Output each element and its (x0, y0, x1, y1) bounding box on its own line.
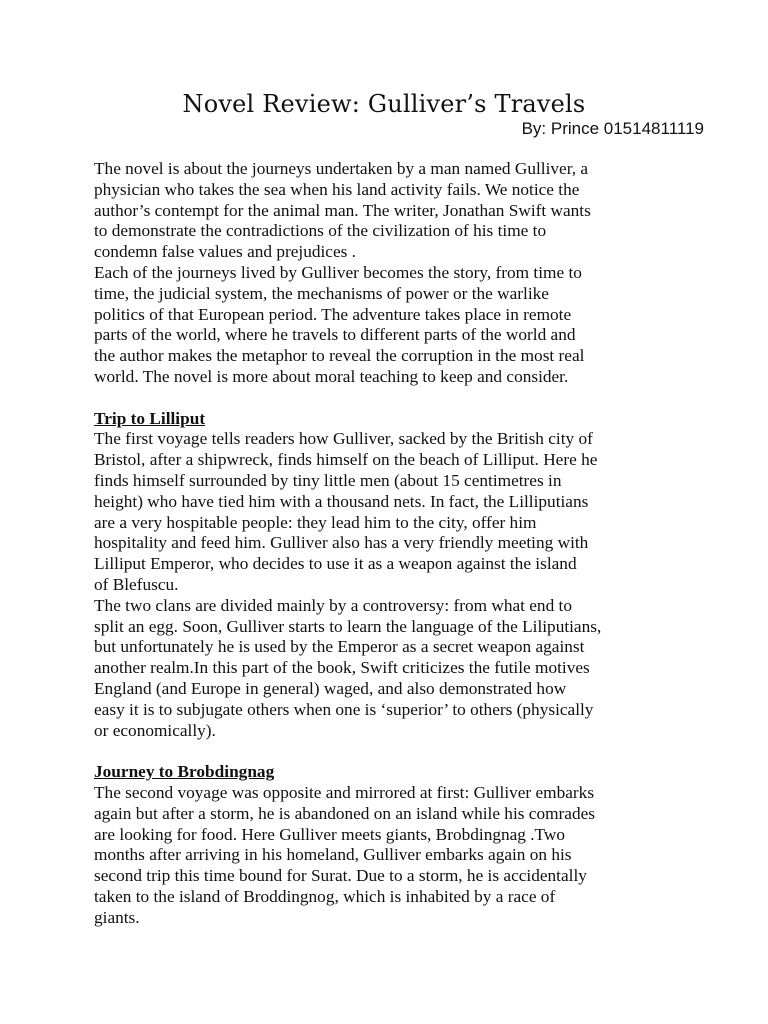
section-heading-lilliput: Trip to Lilliput (94, 408, 206, 428)
text-line: taken to the island of Broddingnog, which is inhabited by a race of (94, 886, 556, 906)
text-line: author’s contempt for the animal man. The writer, Jonathan Swift wants (94, 200, 591, 220)
text-line: The novel is about the journeys undertaken by a man named Gulliver, a (94, 159, 589, 178)
author-byline: By: Prince 01514811119 (521, 119, 704, 138)
text-line: parts of the world, where he travels to different parts of the world and (94, 325, 576, 345)
text-line: but unfortunately he is used by the Emperor as a secret weapon against (94, 637, 585, 657)
text-line: height) who have tied him with a thousand nets. In fact, the Lilliputians (94, 491, 589, 511)
lilliput-section (94, 409, 694, 742)
text-line: or economically). (94, 720, 216, 740)
document-body (94, 159, 694, 928)
text-line: time, the judicial system, the mechanisms of power or the warlike (94, 283, 549, 303)
text-line: Lilliput Emperor, who decides to use it as a weapon against the island (94, 554, 577, 574)
text-line: the author makes the metaphor to reveal the corruption in the most real (94, 346, 585, 366)
text-line: The second voyage was opposite and mirrored at first: Gulliver embarks (94, 782, 595, 802)
section-heading-brobdingnag: Journey to Brobdingnag (94, 762, 275, 782)
text-line: split an egg. Soon, Gulliver starts to learn the language of the Liliputians, (94, 616, 602, 636)
text-line: giants. (94, 907, 140, 927)
paragraph-spacer (94, 741, 694, 762)
text-line: England (and Europe in general) waged, and also demonstrated how (94, 678, 567, 698)
text-line: The two clans are divided mainly by a controversy: from what end to (94, 595, 572, 615)
text-line: months after arriving in his homeland, Gulliver embarks again on his (94, 845, 572, 865)
text-line: Each of the journeys lived by Gulliver becomes the story, from time to (94, 262, 582, 282)
text-line: easy it is to subjugate others when one is ‘superior’ to others (physically (94, 699, 594, 719)
text-line: are a very hospitable people: they lead him to the city, offer him (94, 512, 537, 532)
text-line: condemn false values and prejudices . (94, 242, 357, 262)
text-line: The first voyage tells readers how Gulliver, sacked by the British city of (94, 429, 593, 449)
text-line: of Blefuscu. (94, 574, 179, 594)
text-line: second trip this time bound for Surat. Due to a storm, he is accidentally (94, 866, 587, 886)
text-line: physician who takes the sea when his land activity fails. We notice the (94, 179, 580, 199)
intro-paragraph (94, 159, 694, 388)
paragraph-spacer (94, 388, 694, 409)
document-title: Novel Review: Gulliver’s Travels (182, 90, 586, 118)
text-line: another realm.In this part of the book, Swift criticizes the futile motives (94, 658, 590, 678)
text-line: Bristol, after a shipwreck, finds himself on the beach of Lilliput. Here he (94, 450, 598, 470)
text-line: hospitality and feed him. Gulliver also has a very friendly meeting with (94, 533, 589, 553)
text-line: again but after a storm, he is abandoned on an island while his comrades (94, 803, 596, 823)
text-line: finds himself surrounded by tiny little men (about 15 centimetres in (94, 470, 562, 490)
text-line: to demonstrate the contradictions of the civilization of his time to (94, 221, 547, 241)
text-line: politics of that European period. The adventure takes place in remote (94, 304, 572, 324)
text-line: are looking for food. Here Gulliver meets giants, Brobdingnag .Two (94, 824, 566, 844)
text-line: world. The novel is more about moral teaching to keep and consider. (94, 366, 569, 386)
brobdingnag-section (94, 762, 694, 928)
